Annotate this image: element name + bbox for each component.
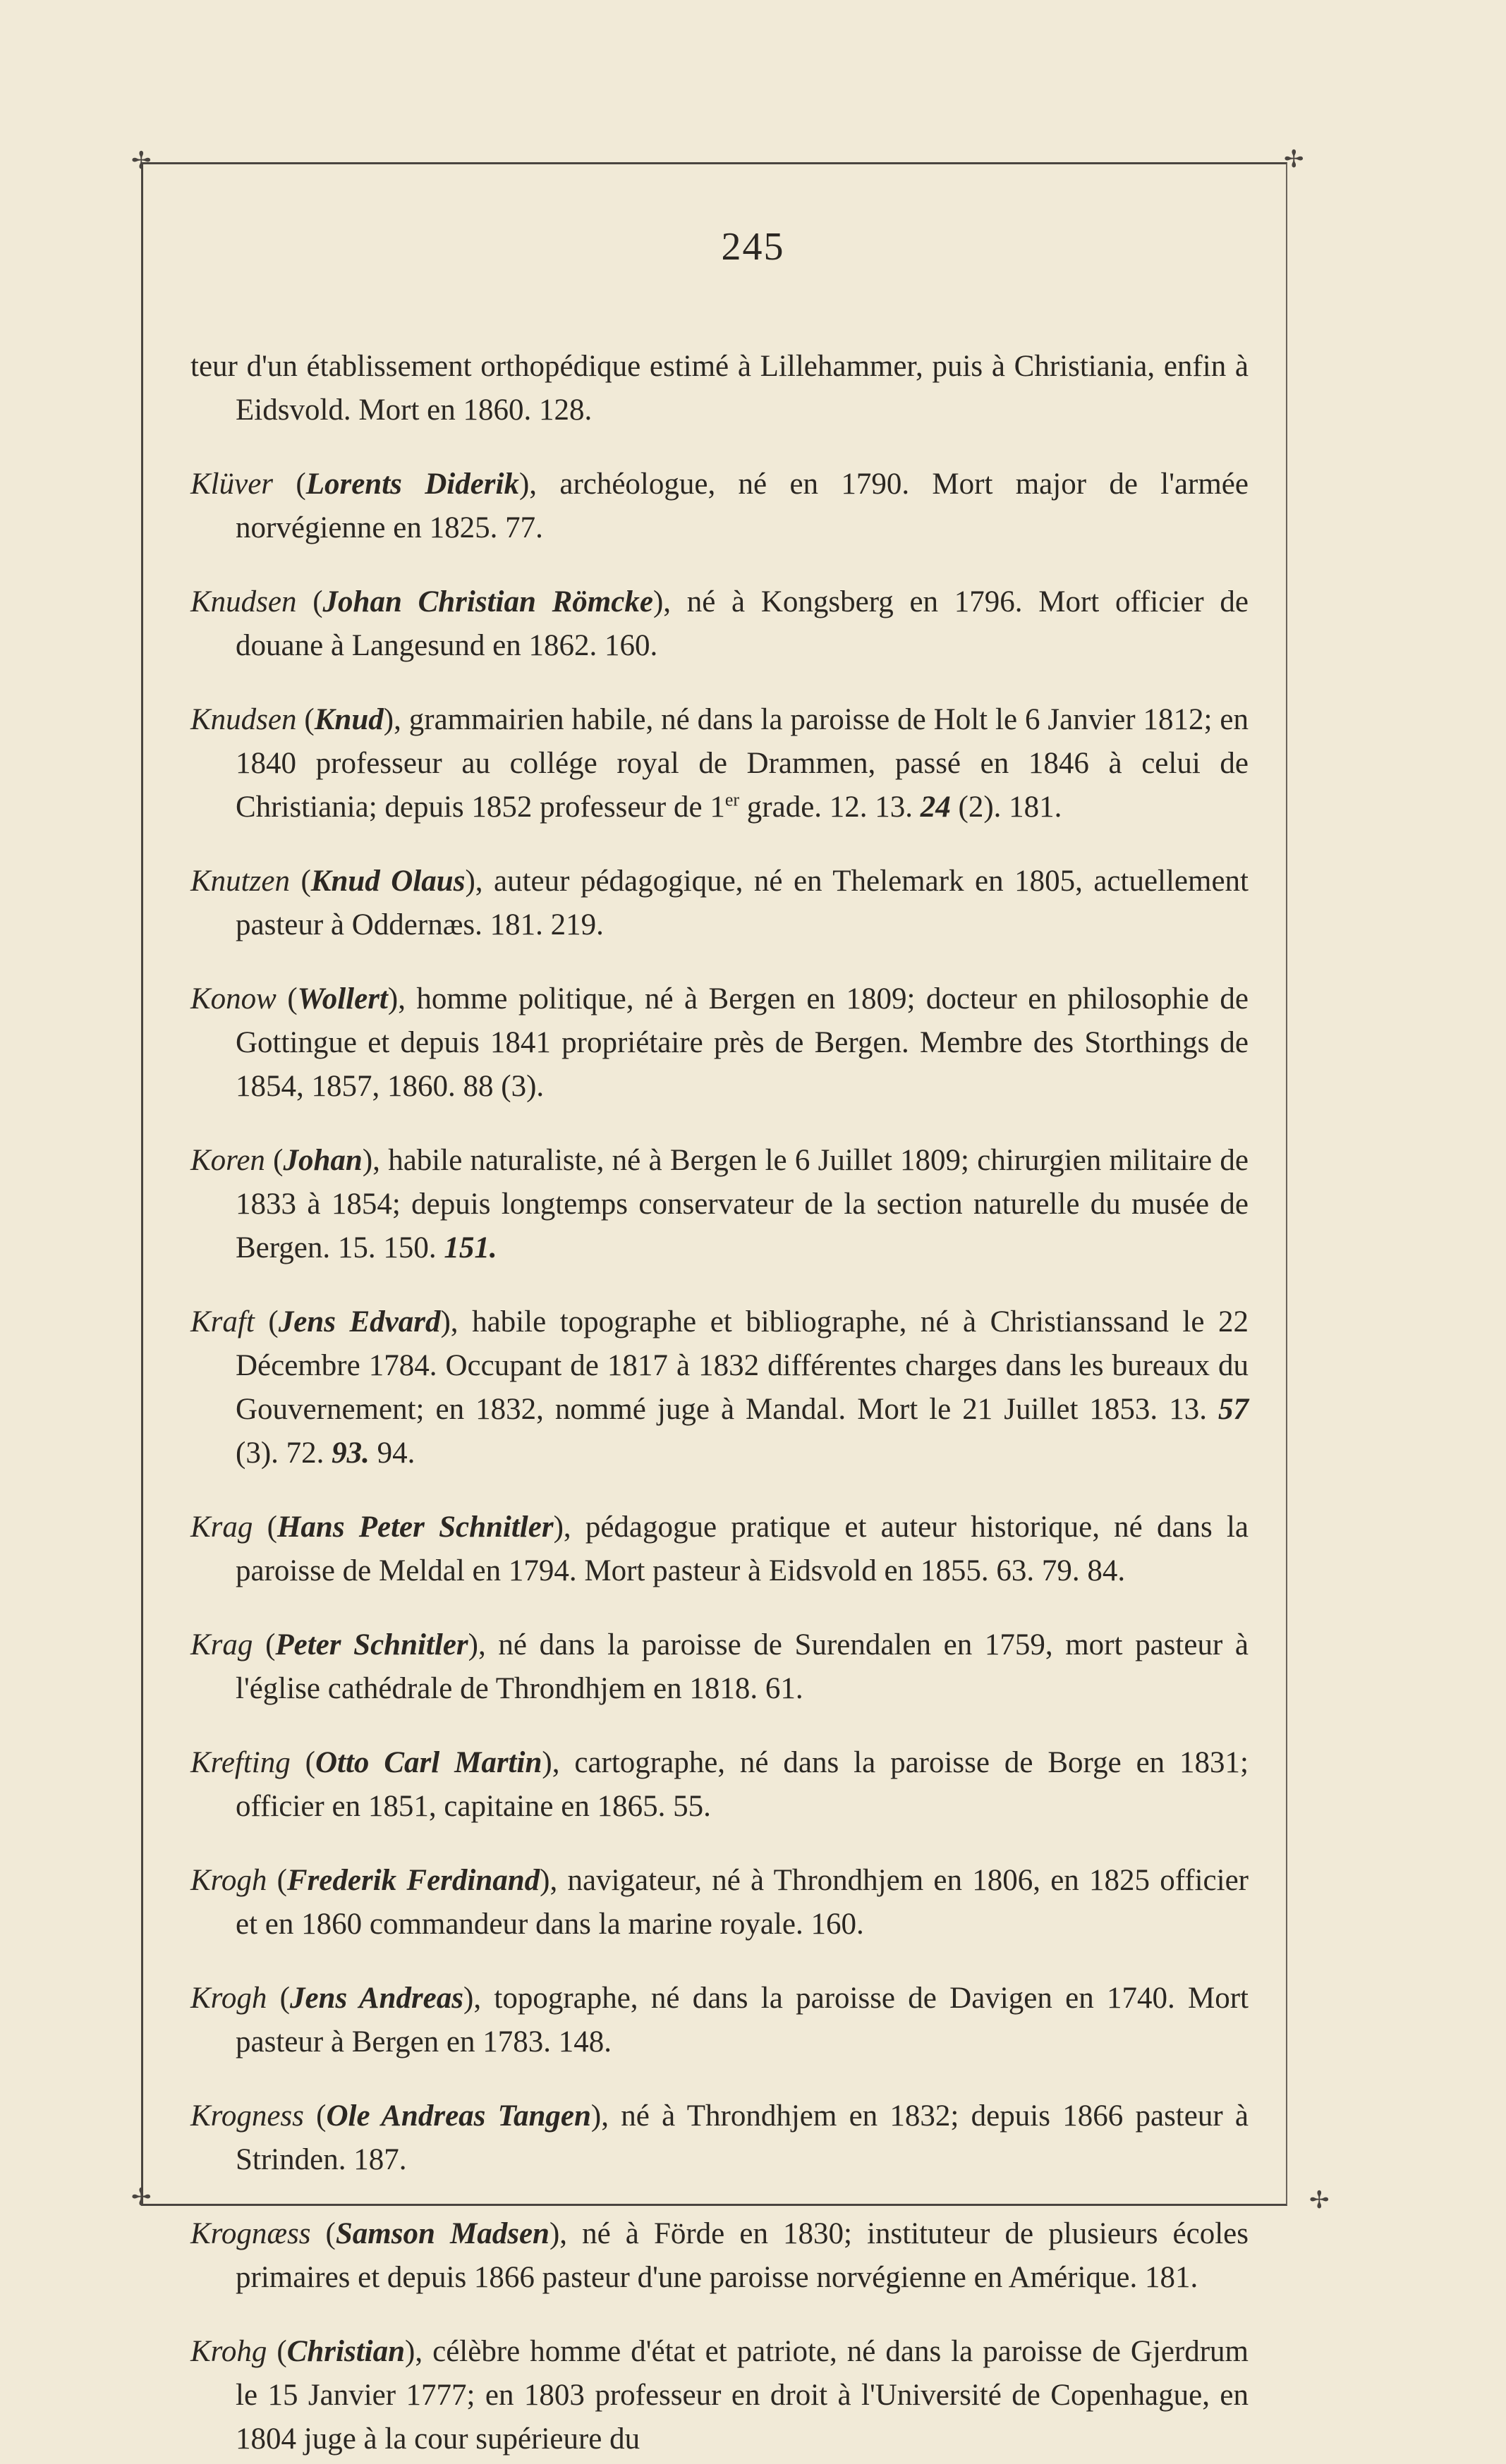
corner-ornament-top-right: ✢ <box>1284 147 1304 173</box>
superscript: er <box>724 789 740 810</box>
index-entry: Krag (Hans Peter Schnitler), pédagogue pratique et auteur historique, né dans la paroisse de Meldal en 1794. Mort pasteur à Eidsvold en 1855. 63. 79. 84. <box>190 1511 1249 1587</box>
corner-ornament-top-left: ✢ <box>131 148 152 174</box>
entry-text: né à Kongsberg en 1796. Mort officier de douane à Langesund en 1862. 160. <box>236 585 1249 662</box>
entry-surname: Knudsen <box>190 703 297 736</box>
index-entry: Krag (Peter Schnitler), né dans la paroisse de Surendalen en 1759, mort pasteur à l'église cathédrale de Throndhjem en 1818. 61. <box>190 1628 1249 1705</box>
entry-text: grammairien habile, né dans la paroisse de Holt le 6 Janvier 1812; en 1840 professeur au collége royal de Drammen, passé en 1846 à celui de Christiania; depuis 1852 professeur de 1 <box>236 703 1249 824</box>
entry-given-names: Jens Edvard <box>278 1305 441 1338</box>
entry-given-names: Johan <box>283 1144 363 1177</box>
index-entry: Krognæss (Samson Madsen), né à Förde en 1830; instituteur de plusieurs écoles primaires et depuis 1866 pasteur d'une paroisse norvégienne en Amérique. 181. <box>190 2217 1249 2294</box>
entry-text: 94. <box>369 1437 415 1470</box>
entry-text: grade. 12. 13. <box>739 791 921 824</box>
entry-surname: Krogness <box>190 2099 304 2133</box>
entry-given-names: Wollert <box>297 982 388 1016</box>
index-entry: Krogh (Frederik Ferdinand), navigateur, né à Throndhjem en 1806, en 1825 officier et en 1860 commandeur dans la marine royale. 160. <box>190 1864 1249 1941</box>
entry-surname: Krag <box>190 1511 253 1544</box>
entry-given-names: Hans Peter Schnitler <box>277 1511 554 1544</box>
index-entry: Krohg (Christian), célèbre homme d'état et patriote, né dans la paroisse de Gjerdrum le 15 Janvier 1777; en 1803 professeur en droit à l'Université de Copenhague, en 1804 juge à la cour supérieure du <box>190 2335 1249 2456</box>
highlighted-reference: 57 <box>1218 1393 1249 1426</box>
corner-ornament-bottom-left: ✢ <box>131 2185 152 2211</box>
entry-text: né dans la paroisse de Surendalen en 1759, mort pasteur à l'église cathédrale de Throndhjem en 1818. 61. <box>236 1628 1249 1705</box>
entry-surname: Krogh <box>190 1982 267 2015</box>
entry-text: archéologue, né en 1790. Mort major de l'armée norvégienne en 1825. 77. <box>236 468 1249 544</box>
entry-given-names: Ole Andreas Tangen <box>326 2099 591 2133</box>
entry-surname: Koren <box>190 1144 265 1177</box>
entry-given-names: Lorents Diderik <box>305 468 519 501</box>
entry-given-names: Otto Carl Martin <box>315 1746 542 1779</box>
highlighted-reference: 151. <box>444 1231 497 1264</box>
index-entry: Konow (Wollert), homme politique, né à Bergen en 1809; docteur en philosophie de Gottingue et depuis 1841 propriétaire près de Bergen. Membre des Storthings de 1854, 1857, 1860. 88 (3). <box>190 982 1249 1103</box>
index-entry: Knudsen (Knud), grammairien habile, né dans la paroisse de Holt le 6 Janvier 1812; en 1840 professeur au collége royal de Drammen, passé en 1846 à celui de Christiania; depuis 1852 professeur de 1er grade. 12. 13. 24 (2). 181. <box>190 703 1249 824</box>
entry-surname: Kraft <box>190 1305 255 1338</box>
entry-surname: Krognæss <box>190 2217 311 2250</box>
entry-surname: Knudsen <box>190 585 297 618</box>
entry-given-names: Frederik Ferdinand <box>286 1864 540 1897</box>
entry-text: cartographe, né dans la paroisse de Borge en 1831; officier en 1851, capitaine en 1865. 55. <box>236 1746 1249 1823</box>
entry-surname: Knutzen <box>190 865 290 898</box>
entry-given-names: Peter Schnitler <box>275 1628 468 1661</box>
highlighted-reference: 93. <box>332 1437 370 1470</box>
entry-surname: Krefting <box>190 1746 291 1779</box>
entry-surname: Krag <box>190 1628 253 1661</box>
entry-given-names: Johan Christian Römcke <box>322 585 653 618</box>
entry-given-names: Christian <box>286 2335 406 2368</box>
index-entry: Krefting (Otto Carl Martin), cartographe, né dans la paroisse de Borge en 1831; officier en 1851, capitaine en 1865. 55. <box>190 1746 1249 1823</box>
entry-text: né à Förde en 1830; instituteur de plusieurs écoles primaires et depuis 1866 pasteur d'une paroisse norvégienne en Amérique. 181. <box>236 2217 1249 2294</box>
index-entry: Knutzen (Knud Olaus), auteur pédagogique, né en Thelemark en 1805, actuellement pasteur à Oddernæs. 181. 219. <box>190 865 1249 941</box>
index-entry <box>190 345 1249 432</box>
entry-text: habile naturaliste, né à Bergen le 6 Juillet 1809; chirurgien militaire de 1833 à 1854; depuis longtemps conservateur de la section naturelle du musée de Bergen. 15. 150. <box>236 1144 1249 1264</box>
entry-given-names: Samson Madsen <box>335 2217 549 2250</box>
entry-text: pédagogue pratique et auteur historique, né dans la paroisse de Meldal en 1794. Mort pasteur à Eidsvold en 1855. 63. 79. 84. <box>236 1511 1249 1587</box>
entry-text: (3). 72. <box>236 1437 332 1470</box>
index-entry: Knudsen (Johan Christian Römcke), né à Kongsberg en 1796. Mort officier de douane à Langesund en 1862. 160. <box>190 585 1249 662</box>
entry-surname: Krogh <box>190 1864 267 1897</box>
entry-given-names: Knud Olaus <box>310 865 466 898</box>
index-entry: Klüver (Lorents Diderik), archéologue, né en 1790. Mort major de l'armée norvégienne en 1825. 77. <box>190 468 1249 544</box>
entry-given-names: Jens Andreas <box>289 1982 464 2015</box>
entry-given-names: Knud <box>314 703 384 736</box>
index-entry: Kraft (Jens Edvard), habile topographe et bibliographe, né à Christianssand le 22 Décembre 1784. Occupant de 1817 à 1832 différentes charges dans les bureaux du Gouvernement; en 1832, nommé juge à Mandal. Mort le 21 Juillet 1853. 13. 57 (3). 72. 93. 94. <box>190 1305 1249 1470</box>
highlighted-reference: 24 <box>920 791 951 824</box>
page-number: 245 <box>721 225 785 269</box>
entry-text: habile topographe et bibliographe, né à Christianssand le 22 Décembre 1784. Occupant de 1817 à 1832 différentes charges dans les bureaux du Gouvernement; en 1832, nommé juge à Mandal. Mort le 21 Juillet 1853. 13. <box>236 1305 1249 1426</box>
entry-text: homme politique, né à Bergen en 1809; docteur en philosophie de Gottingue et depuis 1841 propriétaire près de Bergen. Membre des Storthings de 1854, 1857, 1860. 88 (3). <box>236 982 1249 1103</box>
entry-text: né à Throndhjem en 1832; depuis 1866 pasteur à Strinden. 187. <box>236 2099 1249 2176</box>
index-entry: Krogness (Ole Andreas Tangen), né à Throndhjem en 1832; depuis 1866 pasteur à Strinden. 187. <box>190 2099 1249 2176</box>
entry-text: navigateur, né à Throndhjem en 1806, en 1825 officier et en 1860 commandeur dans la marine royale. 160. <box>236 1864 1249 1941</box>
entry-surname: Klüver <box>190 468 274 501</box>
entry-text: (2). 181. <box>950 791 1062 824</box>
entry-surname: Krohg <box>190 2335 267 2368</box>
entry-text: auteur pédagogique, né en Thelemark en 1805, actuellement pasteur à Oddernæs. 181. 219. <box>236 865 1249 941</box>
index-entries <box>190 315 1249 2464</box>
entry-text: topographe, né dans la paroisse de Davigen en 1740. Mort pasteur à Bergen en 1783. 148. <box>236 1982 1249 2059</box>
corner-ornament-bottom-right: ✢ <box>1309 2188 1330 2214</box>
index-entry: Krogh (Jens Andreas), topographe, né dans la paroisse de Davigen en 1740. Mort pasteur à Bergen en 1783. 148. <box>190 1982 1249 2059</box>
entry-text: teur d'un établissement orthopédique estimé à Lillehammer, puis à Christiania, enfin à Eidsvold. Mort en 1860. 128. <box>190 350 1249 427</box>
entry-text: célèbre homme d'état et patriote, né dans la paroisse de Gjerdrum le 15 Janvier 1777; en 1803 professeur en droit à l'Université de Copenhague, en 1804 juge à la cour supérieure du <box>236 2335 1249 2456</box>
entry-surname: Konow <box>190 982 277 1016</box>
index-entry: Koren (Johan), habile naturaliste, né à Bergen le 6 Juillet 1809; chirurgien militaire de 1833 à 1854; depuis longtemps conservateur de la section naturelle du musée de Bergen. 15. 150. 151. <box>190 1144 1249 1264</box>
